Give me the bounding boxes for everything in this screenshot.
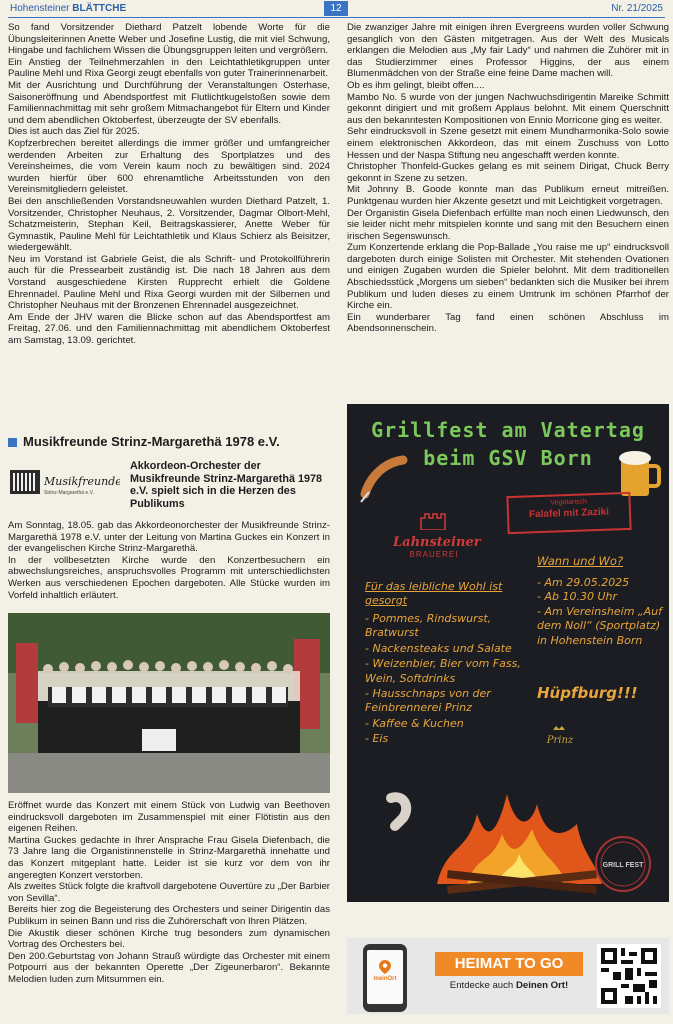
paragraph: Bei den anschließenden Vorstandsneuwahlen wurden Diethard Patzelt, 1. Vorsitzender, Christopher Neuhaus, 2. Vorsitzender, Dagmar Olbort-Mehl, Schatzmeisterin, Stephan Keil, Beitragskassierer, Anette Weber für Gymnastik, Pauline Mehl für Leichtathletik und Klaus Schierz als Beisitzer, wiedergewählt.: [8, 195, 330, 254]
brewery-logo: Lahnsteiner BRAUEREI: [393, 510, 475, 559]
food-list: [365, 612, 535, 748]
list-item: - Am Vereinsheim „Auf dem Noll“ (Sportplatz) in Hohenstein Born: [537, 604, 662, 647]
list-item: - Eis: [365, 732, 389, 746]
paragraph: Am Ende der JHV waren die Blicke schon auf das Abendsportfest am Freitag, 27.06. und den Familiennachmittag mit abendlichem Oktoberfest am Samstag, 13.09. gerichtet.: [8, 311, 330, 347]
article-body: [8, 800, 330, 1022]
paragraph: Christopher Thonfeld-Guckes gelang es mit seinem Dirigat, Chuck Berry gekonnt in Szene zu setzen.: [347, 161, 669, 184]
list-item: - Kaffee & Kuchen: [365, 716, 464, 730]
svg-text:Prinz: Prinz: [546, 735, 574, 746]
paragraph: Zum Konzertende erklang die Pop-Ballade „You raise me up“ eindrucksvoll dargeboten durch einige Solisten mit Orchester. Mit stehenden Ovationen und einigen Zugaben wurden die Spieler belohnt. Mit dem traditionellen Abschiedsstück „Morgens um sieben“ bedankten sich die Musiker bei ihrem Publikum und luden dieses zu einem Umtrunk im schönen Pfarrhof der Kirche ein.: [347, 242, 669, 312]
list-item: - Am 29.05.2025: [537, 576, 630, 589]
grillfest-badge: [593, 834, 653, 894]
paragraph: Ob es ihm gelingt, bleibt offen....: [347, 79, 485, 91]
paragraph: Kopfzerbrechen bereitet allerdings die immer größer und umfangreicher werdenden Arbeiten zur Erhaltung des Sportplatzes und des Vereinsheimes, die vom Verein kaum noch zu bewältigen sind. 2024 wurden hierfür über 600 ehrenamtliche Arbeitsstunden von den Vereinsmitgliedern geleistet.: [8, 137, 330, 196]
orchestra-photo: [8, 613, 330, 793]
grillfest-poster: [347, 404, 669, 902]
issue-number: Nr. 21/2025: [611, 3, 663, 14]
page-number: 12: [324, 1, 348, 16]
list-item: - Ab 10.30 Uhr: [537, 590, 618, 604]
prinz-logo: [535, 724, 585, 746]
paragraph: Sehr eindrucksvoll in Szene gesetzt mit einem Mundharmonika-Solo sowie einem elektronischen Akkordeon, das mit einem Zuschuss von Lotto Hessen und der Naspa Stiftung neu angeschafft werden konnte.: [347, 126, 669, 161]
paragraph: Die Akustik dieser schönen Kirche trug besonders zum dynamischen Vortrag des Orchesters bei.: [8, 927, 330, 951]
paragraph: Martina Guckes gedachte in Ihrer Ansprache Frau Gisela Diefenbach, die 73 Jahre lang die Organistinnenstelle in Strinz-Margarethä innehatte und das Konzert mitgeplant hatte. Leider ist sie kurz vor dem von ihr angeregten Konzert verstorben.: [8, 834, 330, 881]
app-name: meinOrt: [373, 976, 397, 982]
section-title: Musikfreunde Strinz-Margarethä 1978 e.V.: [8, 434, 338, 449]
when-list: [537, 576, 667, 648]
paragraph: Ein wunderbarer Tag fand einen schönen Abschluss im Abendsonnenschein.: [347, 311, 669, 335]
ad-title: HEIMAT TO GO: [435, 952, 583, 976]
paragraph: Neu im Vorstand ist Gabriele Geist, die als Schrift- und Protokollführerin auch für die Pressearbeit zuständig ist. Die nach 18 Jahren aus dem Vorstand ausgeschiedene Kirsten Rupprecht erhielt die Goldene Ehrennadel. Pauline Mehl und Rixa Georgi wurden mit der Silbernen und Christopher Neuhaus mit der Bronzenen Ehrennadel ausgezeichnet.: [8, 253, 330, 312]
article-concert-continuation: [347, 22, 669, 382]
article-intro: [8, 520, 330, 610]
paragraph: Mit der Ausrichtung und Durchführung der Veranstaltungen Osterhase, Saisoneröffnung und Abendsportfest mit Flutlichtkugelstoßen sowie dem Familiennachmittag mit sehr großem Mitmachangebot für Eltern und Kinder und dem abendlichen Oktoberfest, überzeugte der SV ebenfalls.: [8, 79, 330, 126]
list-item: - Hausschnaps von der Feinbrennerei Prinz: [365, 687, 491, 715]
paragraph: Mambo No. 5 wurde von der jungen Nachwuchsdirigentin Mareike Schmitt gekonnt dirigiert und mit großem Applaus belohnt. Mit einem Querschnitt aus den bekanntesten Kompositionen von Ennio Morricone ging es weiter.: [347, 91, 669, 126]
section-marker-icon: [8, 438, 17, 447]
phone-icon: [363, 944, 407, 1012]
svg-text:GRILL FEST: GRILL FEST: [602, 862, 644, 869]
publication-name: Hohensteiner BLÄTTCHE: [10, 3, 127, 14]
sausage-icon: [357, 452, 411, 506]
article-subheadline: Akkordeon-Orchester der Musikfreunde Strinz-Margarethä 1978 e.V. spielt sich in die Herzen des Publikums: [130, 460, 322, 510]
paragraph: In der vollbesetzten Kirche wurde den Konzertbesuchern ein abwechslungsreiches, anspruchsvolles Programm mit unterschiedlichsten Werken aus verschiedenen Epochen dargeboten. Alle Stücke wurden im Vorfeld inhaltlich erläutert.: [8, 554, 330, 601]
paragraph: Ein Anstieg der Teilnehmerzahlen in den Leichtathletikgruppen unter Pauline Mehl und Rixa Georgi zeugt ebenfalls von guter Trainerinnenarbeit.: [8, 56, 330, 80]
svg-text:Strinz-Margarethä e.V.: Strinz-Margarethä e.V.: [44, 490, 94, 496]
paragraph: Den 200.Geburtstag von Johann Strauß würdigte das Orchester mit einem Potpourri aus der bekannten Operette „Der Zigeunerbaron“. Bekannte Melodien luden zum Mitsummen ein.: [8, 950, 330, 985]
svg-text:Musikfreunde: Musikfreunde: [44, 475, 120, 488]
page-header: [0, 0, 673, 18]
poster-title-line1: Grillfest am Vatertag: [371, 418, 645, 442]
paragraph: Bereits hier zog die Begeisterung des Orchesters und seiner Dirigentin das Publikum in seinen Bann und riss die Zuhörerschaft von Ihren Plätzen.: [8, 904, 330, 927]
paragraph: Dies ist auch das Ziel für 2025.: [8, 126, 140, 138]
hupfburg-label: Hüpfburg!!!: [537, 684, 638, 702]
heimat-to-go-ad[interactable]: [347, 938, 669, 1014]
ad-subtitle: Entdecke auch Deinen Ort!: [449, 980, 569, 991]
list-item: - Pommes, Rindswurst, Bratwurst: [365, 612, 492, 640]
food-heading: Für das leibliche Wohl ist gesorgt: [365, 580, 503, 607]
paragraph: Als zweites Stück folgte die kraftvoll dargebotene Ouvertüre zu „Der Barbier von Sevilla“.: [8, 881, 330, 904]
header-rule: [8, 17, 665, 18]
list-item: - Nackensteaks und Salate: [365, 641, 512, 655]
paragraph: Der Organistin Gisela Diefenbach erfüllte man noch einen Liedwunsch, den sie leider nicht mehr mitspielen konnte und sang mit den Besuchern einen irischen Segenswunsch.: [347, 207, 669, 242]
musikfreunde-logo: [8, 466, 120, 500]
paragraph: Die zwanziger Jahre mit einigen ihren Evergreens wurden voller Schwung gesanglich von den Gästen mitgetragen. Aus der Welt des Musicals erklangen die Melodien aus „My fair Lady“ und nahmen die Zuhörer mit in das Studierzimmer eines Professor Higgins, der aus einem Blumenmädchen von der Straße eine feine Dame machen will.: [347, 22, 669, 80]
when-heading: Wann und Wo?: [537, 554, 624, 568]
qr-code-icon[interactable]: [597, 944, 661, 1008]
castle-icon: [393, 510, 475, 530]
paragraph: Am Sonntag, 18.05. gab das Akkordeonorchester der Musikfreunde Strinz-Margarethä 1978 e.V. unter der Leitung von Martina Guckes ein Konzert in der evangelischen Kirche Strinz-Margarethä.: [8, 520, 330, 555]
paragraph: Mit Johnny B. Goode konnte man das Publikum erneut mitreißen. Punktgenau wurden hier Akzente gesetzt und mit Leichtigkeit vorgetragen.: [347, 184, 669, 207]
poster-title-line2: beim GSV Born: [423, 446, 593, 470]
paragraph: So fand Vorsitzender Diethard Patzelt lobende Worte für die Übungsleiterinnen Anette Weber und Josefine Lustig, die mit viel Schwung, Hingabe und fachlichem Wissen die Übungsgruppen leiten und vergrößern.: [8, 22, 330, 57]
list-item: - Weizenbier, Bier vom Fass, Wein, Softdrinks: [365, 657, 521, 685]
vegetarian-stamp: Vegetarisch Falafel mit Zaziki: [506, 492, 631, 534]
paragraph: Eröffnet wurde das Konzert mit einem Stück von Ludwig van Beethoven eindrucksvoll dargeboten im Zusammenspiel mit einer Flötistin aus den eigenen Reihen.: [8, 800, 330, 835]
location-pin-icon: [379, 960, 391, 974]
article-sv-continuation: [8, 22, 330, 422]
